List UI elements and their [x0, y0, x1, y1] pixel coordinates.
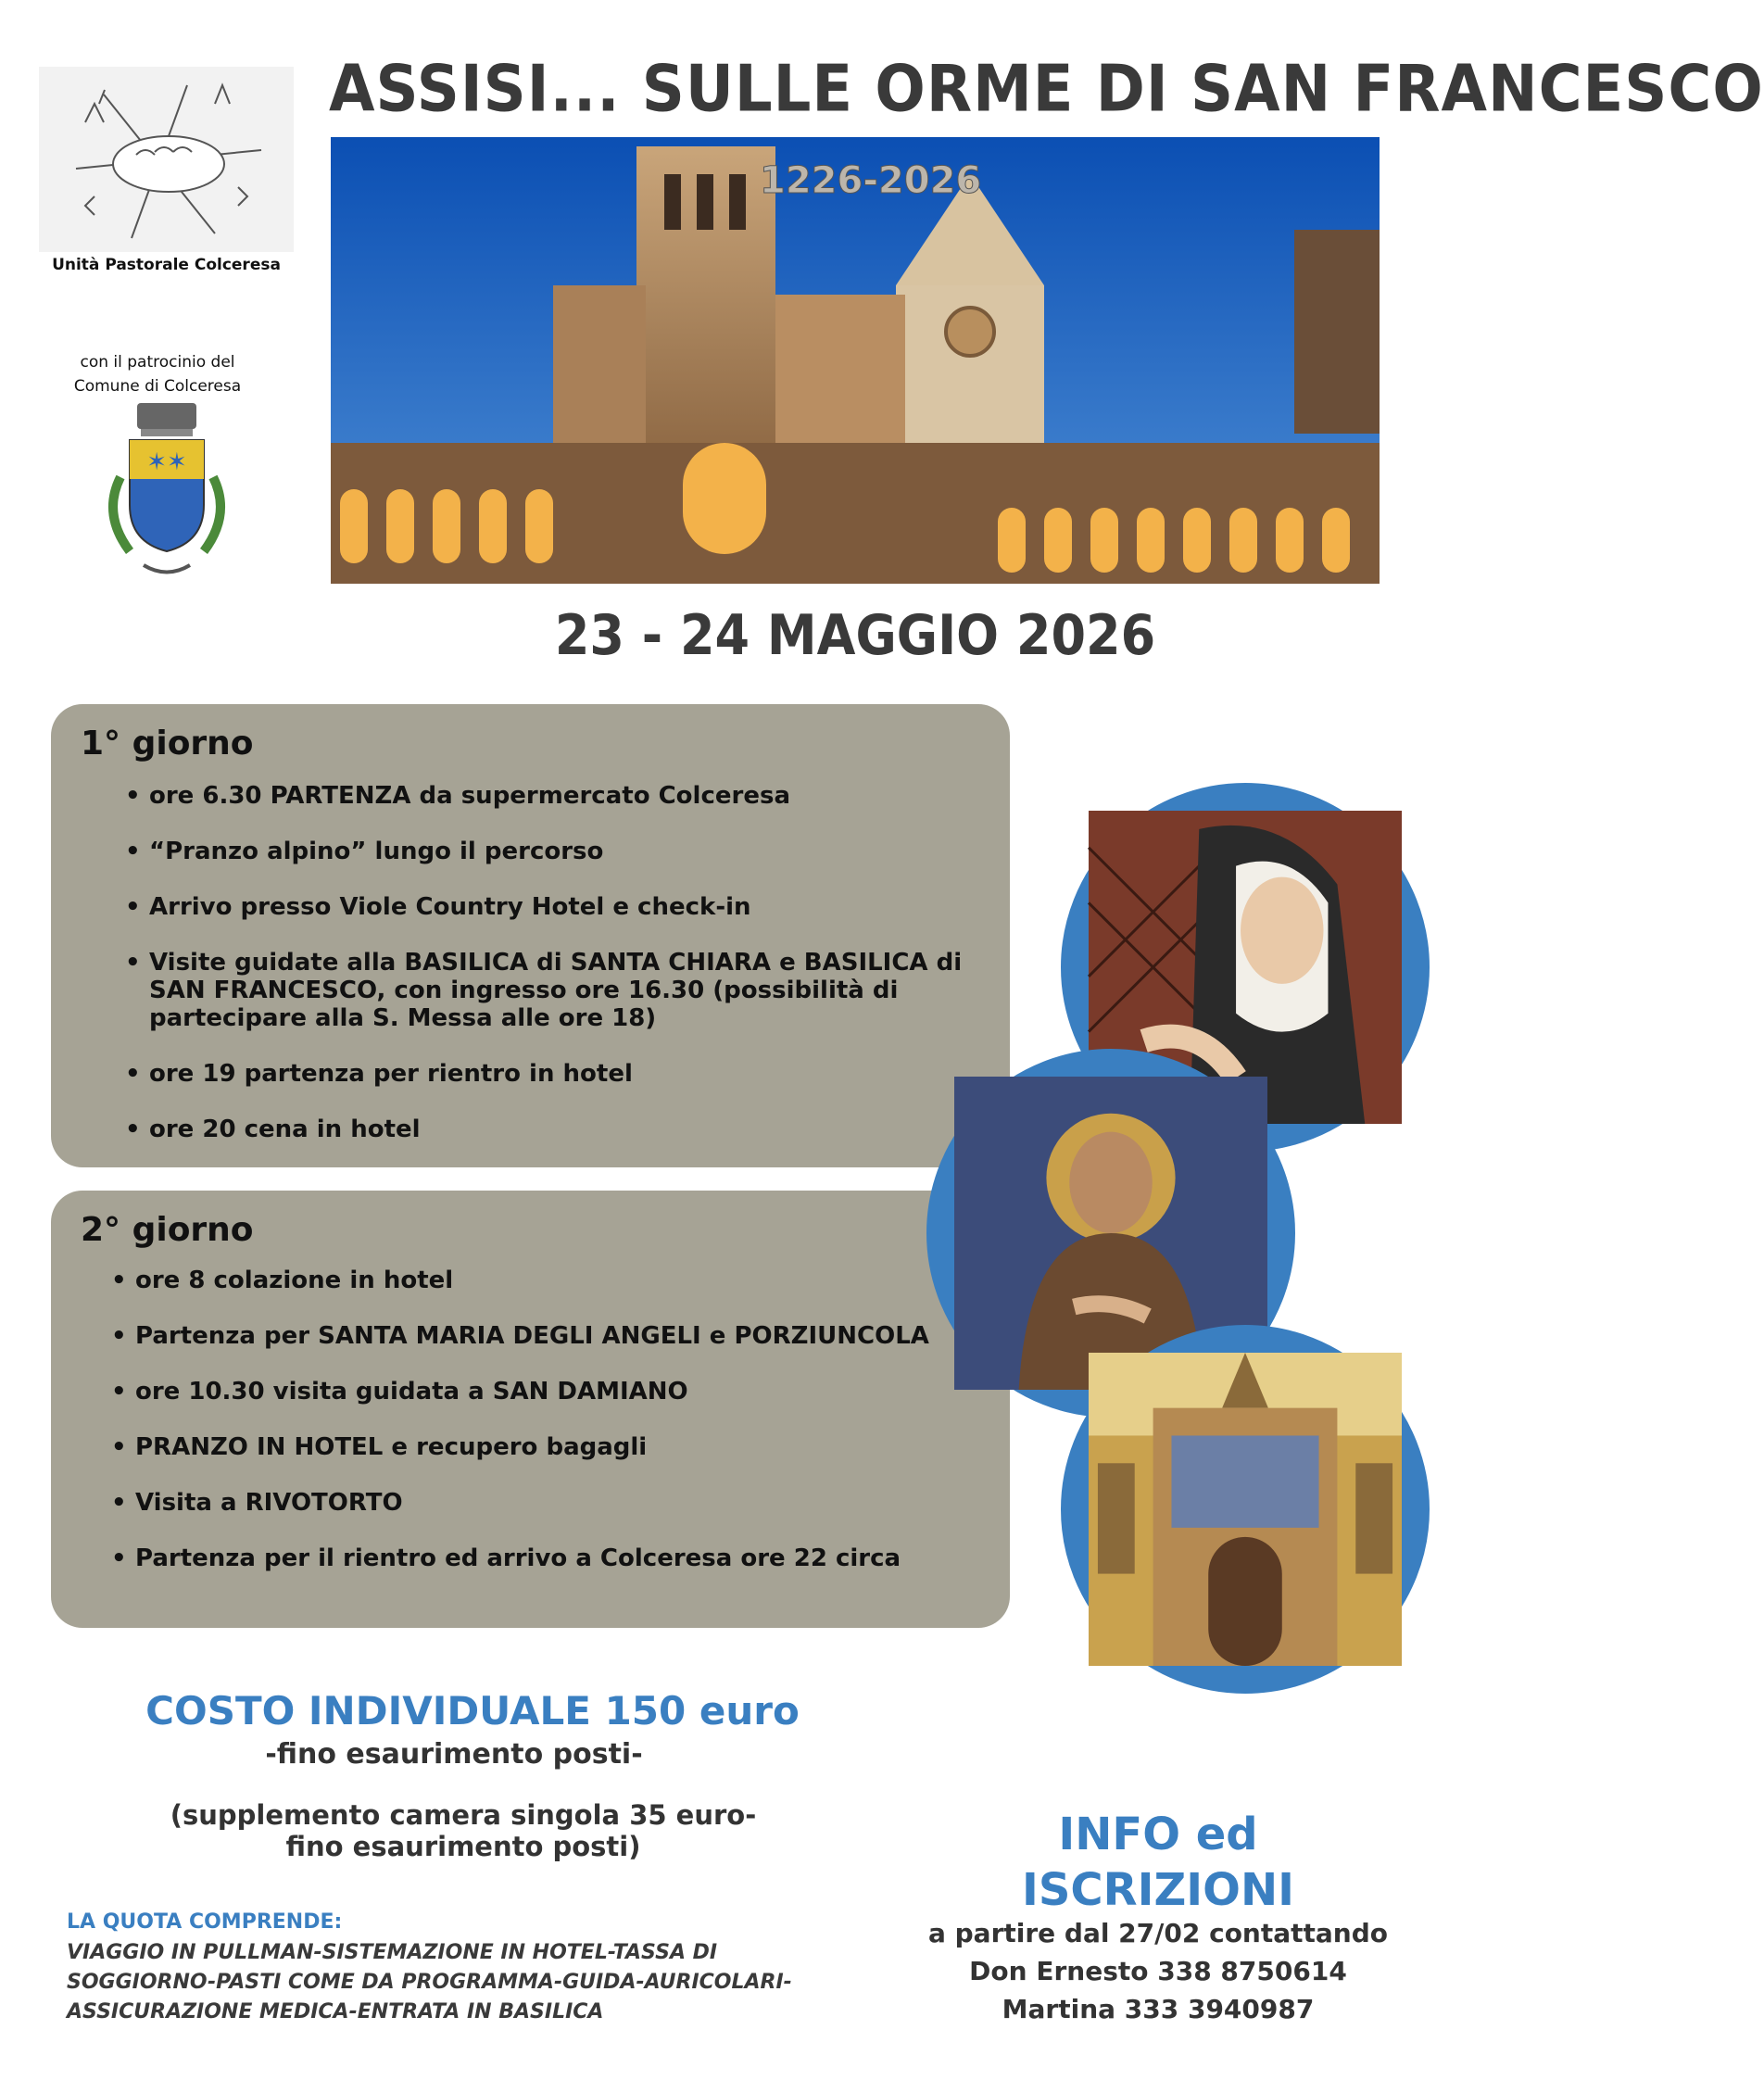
list-item: • ore 20 cena in hotel [125, 1116, 987, 1143]
anniversary-label: 1226-2026 [760, 159, 982, 202]
list-item: • Partenza per SANTA MARIA DEGLI ANGELI e PORZIUNCOLA [111, 1322, 991, 1350]
supplement-line-1: (supplemento camera singola 35 euro- [170, 1799, 757, 1831]
cost-heading: COSTO INDIVIDUALE 150 euro [145, 1688, 800, 1733]
svg-text:✶✶: ✶✶ [146, 448, 187, 476]
porziuncola-photo [1061, 1325, 1430, 1694]
info-title-line-2: ISCRIZIONI [1022, 1864, 1294, 1916]
day-1-panel [51, 704, 1010, 1167]
quota-heading: LA QUOTA COMPRENDE: [67, 1910, 343, 1934]
event-dates: 23 - 24 MAGGIO 2026 [554, 602, 1156, 668]
coat-of-arms-icon [93, 403, 241, 584]
list-item: • ore 10.30 visita guidata a SAN DAMIANO [111, 1378, 991, 1406]
single-room-supplement [56, 1799, 871, 1862]
list-item: • ore 6.30 PARTENZA da supermercato Colceresa [125, 782, 987, 810]
day-1-list [125, 782, 987, 1143]
list-item: • “Pranzo alpino” lungo il percorso [125, 838, 987, 865]
patronage-text [46, 350, 269, 398]
list-item: • ore 8 colazione in hotel [111, 1267, 991, 1294]
page-title: ASSISI... SULLE ORME DI SAN FRANCESCO [329, 53, 1764, 127]
cost-availability: -fino esaurimento posti- [265, 1738, 643, 1771]
patronage-line-2: Comune di Colceresa [73, 377, 242, 396]
day-1-title: 1° giorno [81, 725, 254, 763]
parish-logo [39, 67, 294, 252]
day-2-title: 2° giorno [81, 1211, 254, 1249]
list-item: • ore 19 partenza per rientro in hotel [125, 1060, 987, 1088]
day-2-list [111, 1267, 991, 1572]
list-item: • Partenza per il rientro ed arrivo a Colceresa ore 22 circa [111, 1544, 991, 1572]
patronage-line-1: con il patrocinio del [80, 353, 235, 372]
supplement-line-2: fino esaurimento posti) [285, 1831, 641, 1862]
quota-line-3: ASSICURAZIONE MEDICA-ENTRATA IN BASILICA [67, 2000, 604, 2023]
list-item: • Visita a RIVOTORTO [111, 1489, 991, 1517]
info-start-date: a partire dal 27/02 contattando [927, 1918, 1389, 1948]
info-title-line-1: INFO ed [1058, 1809, 1258, 1860]
info-title [917, 1807, 1399, 1918]
list-item: • PRANZO IN HOTEL e recupero bagagli [111, 1433, 991, 1461]
contact-don-ernesto: Don Ernesto 338 8750614 [969, 1956, 1347, 1986]
quota-line-2: SOGGIORNO-PASTI COME DA PROGRAMMA-GUIDA-AURICOLARI- [67, 1971, 792, 1994]
list-item: • Visite guidate alla BASILICA di SANTA CHIARA e BASILICA di SAN FRANCESCO, con ingresso ore 16.30 (possibilità di partecipare alla S. Messa alle ore 18) [125, 949, 987, 1032]
info-contacts [908, 1914, 1408, 2028]
basilica-photo [331, 137, 1380, 584]
organization-name: Unità Pastorale Colceresa [52, 256, 281, 274]
list-item: • Arrivo presso Viole Country Hotel e check-in [125, 893, 987, 921]
contact-martina: Martina 333 3940987 [1002, 1994, 1315, 2024]
day-2-panel [51, 1191, 1010, 1628]
quota-includes [67, 1938, 882, 2027]
quota-line-1: VIAGGIO IN PULLMAN-SISTEMAZIONE IN HOTEL-TASSA DI [67, 1941, 718, 1964]
